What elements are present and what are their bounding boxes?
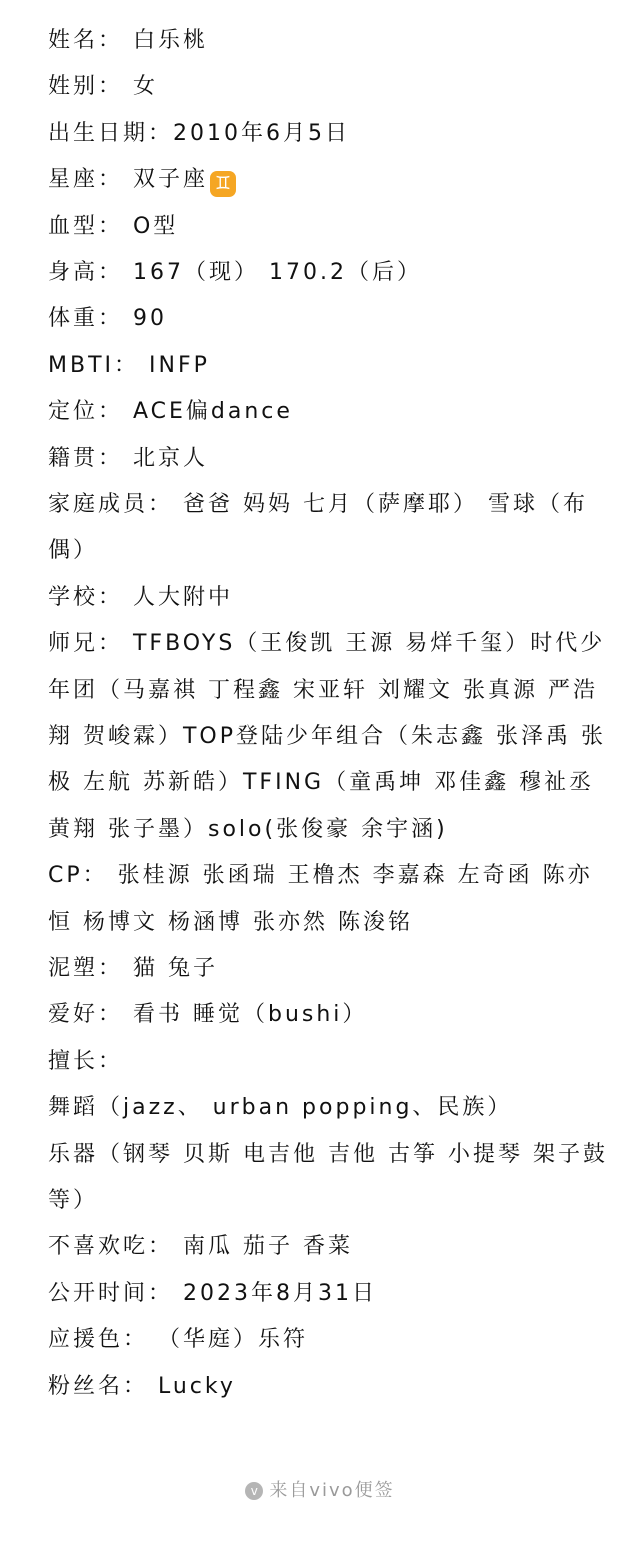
support-color-line: 应援色： （华庭）乐符	[48, 1327, 308, 1353]
dislike-line: 不喜欢吃： 南瓜 茄子 香菜	[48, 1234, 353, 1260]
dance-line: 舞蹈（jazz、 urban popping、民族）	[48, 1095, 513, 1121]
gemini-icon: ♊	[210, 171, 236, 197]
height-line: 身高： 167（现） 170.2（后）	[48, 259, 422, 285]
instruments-line: 乐器（钢琴 贝斯 电吉他 吉他 古筝 小提琴 架子鼓等）	[48, 1141, 608, 1213]
fan-name-line: 粉丝名： Lucky	[48, 1373, 236, 1399]
name-line: 姓名： 白乐桃	[48, 28, 208, 53]
vivo-logo-icon: v	[245, 1482, 263, 1500]
footer-signature	[0, 1476, 640, 1502]
gender-line: 姓别： 女	[48, 74, 158, 100]
hobby-line: 爱好： 看书 睡觉（bushi）	[48, 1002, 368, 1028]
weight-line: 体重： 90	[48, 306, 167, 332]
family-line: 家庭成员： 爸爸 妈妈 七月（萨摩耶） 雪球（布偶）	[48, 491, 588, 564]
school-line: 学校： 人大附中	[48, 584, 233, 610]
position-line: 定位： ACE偏dance	[48, 399, 293, 425]
constellation-line	[48, 157, 608, 203]
debut-line: 公开时间： 2023年8月31日	[48, 1280, 377, 1306]
note-body	[48, 18, 608, 1410]
seniors-line: 师兄： TFBOYS（王俊凯 王源 易烊千玺）时代少年团（马嘉祺 丁程鑫 宋亚轩 刘耀文 张真源 严浩翔 贺峻霖）TOP登陆少年组合（朱志鑫 张泽禹 张极 左航 苏新皓）TFING（童禹坤 邓佳鑫 穆祉丞 黄翔 张子墨）solo(张俊豪 余宇涵)	[48, 631, 607, 842]
blood-type-line: 血型： O型	[48, 213, 179, 239]
skills-line: 擅长：	[48, 1048, 124, 1074]
mbti-line: MBTI： INFP	[48, 352, 210, 378]
constellation-text: 星座： 双子座	[48, 167, 208, 193]
footer-text: 来自vivo便签	[269, 1480, 395, 1501]
clay-line: 泥塑： 猫 兔子	[48, 955, 218, 981]
hometown-line: 籍贯： 北京人	[48, 445, 208, 471]
birthday-line: 出生日期：2010年6月5日	[48, 120, 350, 146]
cp-line: CP： 张桂源 张函瑞 王橹杰 李嘉森 左奇函 陈亦恒 杨博文 杨涵博 张亦然 陈浚铭	[48, 863, 593, 935]
